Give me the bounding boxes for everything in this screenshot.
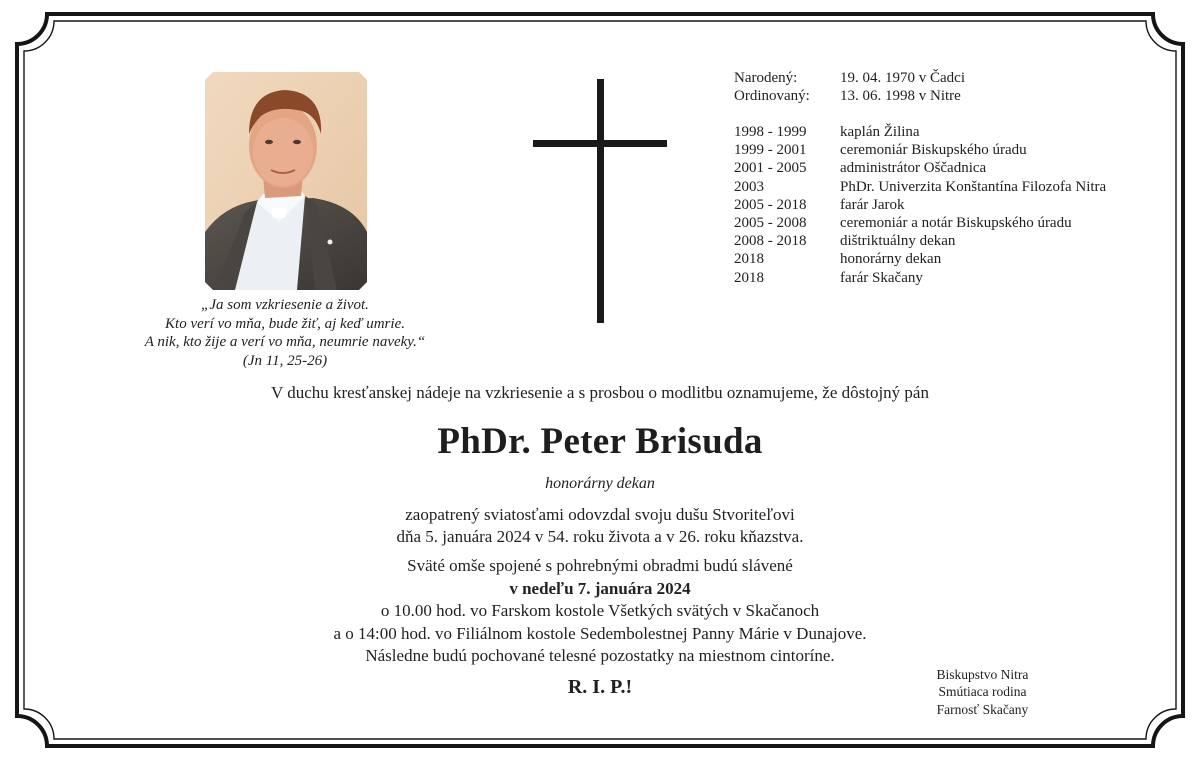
ordained-row bbox=[734, 87, 965, 105]
death-line: dňa 5. januára 2024 v 54. roku života a v 26. roku kňazstva. bbox=[396, 527, 804, 546]
career-role: farár Skačany bbox=[840, 269, 923, 286]
born-value: 19. 04. 1970 v Čadci bbox=[840, 70, 965, 86]
quote-reference: (Jn 11, 25-26) bbox=[242, 352, 328, 369]
ordained-label: Ordinovaný: bbox=[734, 88, 810, 105]
career-item bbox=[734, 178, 1106, 196]
portrait-photo bbox=[205, 72, 367, 290]
born-label: Narodený: bbox=[734, 70, 798, 86]
career-role: ceremoniár Biskupského úradu bbox=[840, 142, 1027, 159]
funeral-line: Následne budú pochované telesné pozostatky na miestnom cintoríne. bbox=[365, 646, 835, 665]
career-years: 2003 bbox=[734, 178, 764, 195]
career-item bbox=[734, 123, 1106, 141]
signer: Biskupstvo Nitra bbox=[936, 667, 1029, 682]
signer: Farnosť Skačany bbox=[936, 701, 1029, 717]
quote-line: Kto verí vo mňa, bude žiť, aj keď umrie. bbox=[165, 315, 405, 332]
career-years: 2008 - 2018 bbox=[734, 233, 807, 250]
career-role: dištriktuálny dekan bbox=[840, 233, 956, 250]
signer: Smútiaca rodina bbox=[938, 684, 1027, 700]
career-item bbox=[734, 269, 1106, 287]
funeral-line: a o 14:00 hod. vo Filiálnom kostole Sedembolestnej Panny Márie v Dunajove. bbox=[333, 623, 867, 643]
career-item bbox=[734, 196, 1106, 214]
cross-icon bbox=[597, 79, 604, 323]
funeral-line: o 10.00 hod. vo Farskom kostole Všetkých svätých v Skačanoch bbox=[380, 601, 820, 620]
funeral-notice bbox=[0, 555, 1200, 668]
career-years: 2005 - 2018 bbox=[734, 196, 807, 213]
death-notice bbox=[0, 504, 1200, 548]
career-years: 1999 - 2001 bbox=[734, 142, 807, 159]
career-role: administrátor Oščadnica bbox=[840, 160, 987, 177]
career-years: 2005 - 2008 bbox=[734, 215, 807, 232]
signers bbox=[915, 666, 1050, 718]
career-role: honorárny dekan bbox=[840, 251, 942, 268]
career-item bbox=[734, 141, 1106, 159]
career-item bbox=[734, 232, 1106, 250]
career-years: 2001 - 2005 bbox=[734, 160, 807, 177]
quote-line: A nik, kto žije a verí vo mňa, neumrie naveky.“ bbox=[144, 334, 426, 350]
biography bbox=[734, 69, 965, 105]
career-role: ceremoniár a notár Biskupského úradu bbox=[840, 215, 1072, 232]
career-item bbox=[734, 159, 1106, 177]
quote-line: „Ja som vzkriesenie a život. bbox=[201, 297, 369, 313]
bible-quote bbox=[110, 296, 460, 370]
career-item bbox=[734, 214, 1106, 232]
career-item bbox=[734, 250, 1106, 268]
born-row bbox=[734, 69, 965, 87]
deceased-name: PhDr. Peter Brisuda bbox=[437, 421, 763, 462]
career-role: farár Jarok bbox=[840, 196, 905, 213]
cross-icon-bar bbox=[533, 140, 667, 147]
career-years: 2018 bbox=[734, 269, 764, 286]
ordained-value: 13. 06. 1998 v Nitre bbox=[840, 88, 961, 105]
career-years: 2018 bbox=[734, 251, 764, 268]
career-role: kaplán Žilina bbox=[840, 124, 920, 140]
career-list bbox=[734, 123, 1106, 287]
funeral-date: v nedeľu 7. januára 2024 bbox=[509, 578, 691, 598]
career-role: PhDr. Univerzita Konštantína Filozofa Nitra bbox=[840, 178, 1107, 195]
deceased-title: honorárny dekan bbox=[545, 475, 655, 492]
rip-text: R. I. P.! bbox=[567, 676, 633, 698]
funeral-line: Sväté omše spojené s pohrebnými obradmi budú slávené bbox=[407, 556, 793, 575]
death-line: zaopatrený sviatosťami odovzdal svoju dušu Stvoriteľovi bbox=[405, 505, 795, 524]
career-years: 1998 - 1999 bbox=[734, 124, 807, 140]
announcement-intro: V duchu kresťanskej nádeje na vzkriesenie a s prosbou o modlitbu oznamujeme, že dôstojný pán bbox=[271, 383, 929, 402]
